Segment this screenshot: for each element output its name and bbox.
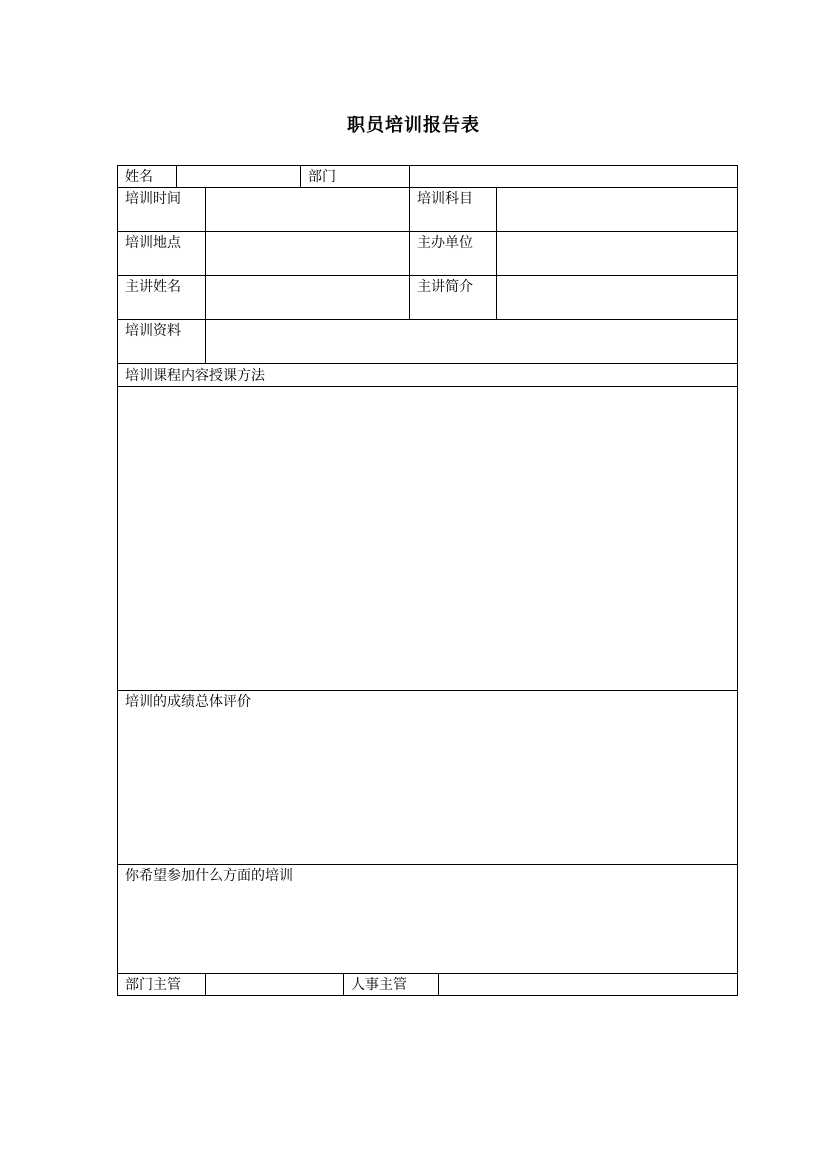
lecturer-name-field[interactable] (206, 276, 409, 319)
desired-training-label: 你希望参加什么方面的培训 (125, 868, 293, 884)
course-content-label: 培训课程内容授课方法 (125, 368, 265, 384)
training-location-field[interactable] (206, 232, 409, 275)
column-divider (343, 973, 344, 995)
lecturer-intro-label: 主讲简介 (417, 279, 473, 295)
training-time-label: 培训时间 (125, 191, 181, 207)
column-divider (300, 165, 301, 187)
desired-training-field[interactable] (118, 887, 737, 973)
course-content-field[interactable] (118, 387, 737, 690)
dept-supervisor-field[interactable] (206, 974, 343, 995)
table-bottom-border (117, 995, 738, 996)
hr-supervisor-field[interactable] (439, 974, 737, 995)
training-time-field[interactable] (206, 188, 409, 231)
row-divider (117, 363, 738, 364)
row-divider (117, 690, 738, 691)
organizer-label: 主办单位 (417, 235, 473, 251)
column-divider (409, 187, 410, 319)
training-subject-label: 培训科目 (417, 191, 473, 207)
dept-supervisor-label: 部门主管 (125, 977, 181, 993)
lecturer-name-label: 主讲姓名 (125, 279, 181, 295)
training-location-label: 培训地点 (125, 235, 181, 251)
training-materials-field[interactable] (206, 320, 737, 363)
hr-supervisor-label: 人事主管 (351, 977, 407, 993)
name-label: 姓名 (125, 169, 153, 185)
training-materials-label: 培训资料 (125, 323, 181, 339)
page-title: 职员培训报告表 (347, 115, 480, 136)
overall-evaluation-label: 培训的成绩总体评价 (125, 694, 251, 710)
table-right-border (737, 165, 738, 996)
training-subject-field[interactable] (497, 188, 737, 231)
overall-evaluation-field[interactable] (118, 713, 737, 864)
name-field[interactable] (177, 166, 300, 187)
department-label: 部门 (308, 169, 336, 185)
lecturer-intro-field[interactable] (497, 276, 737, 319)
row-divider (117, 864, 738, 865)
department-field[interactable] (410, 166, 737, 187)
organizer-field[interactable] (497, 232, 737, 275)
